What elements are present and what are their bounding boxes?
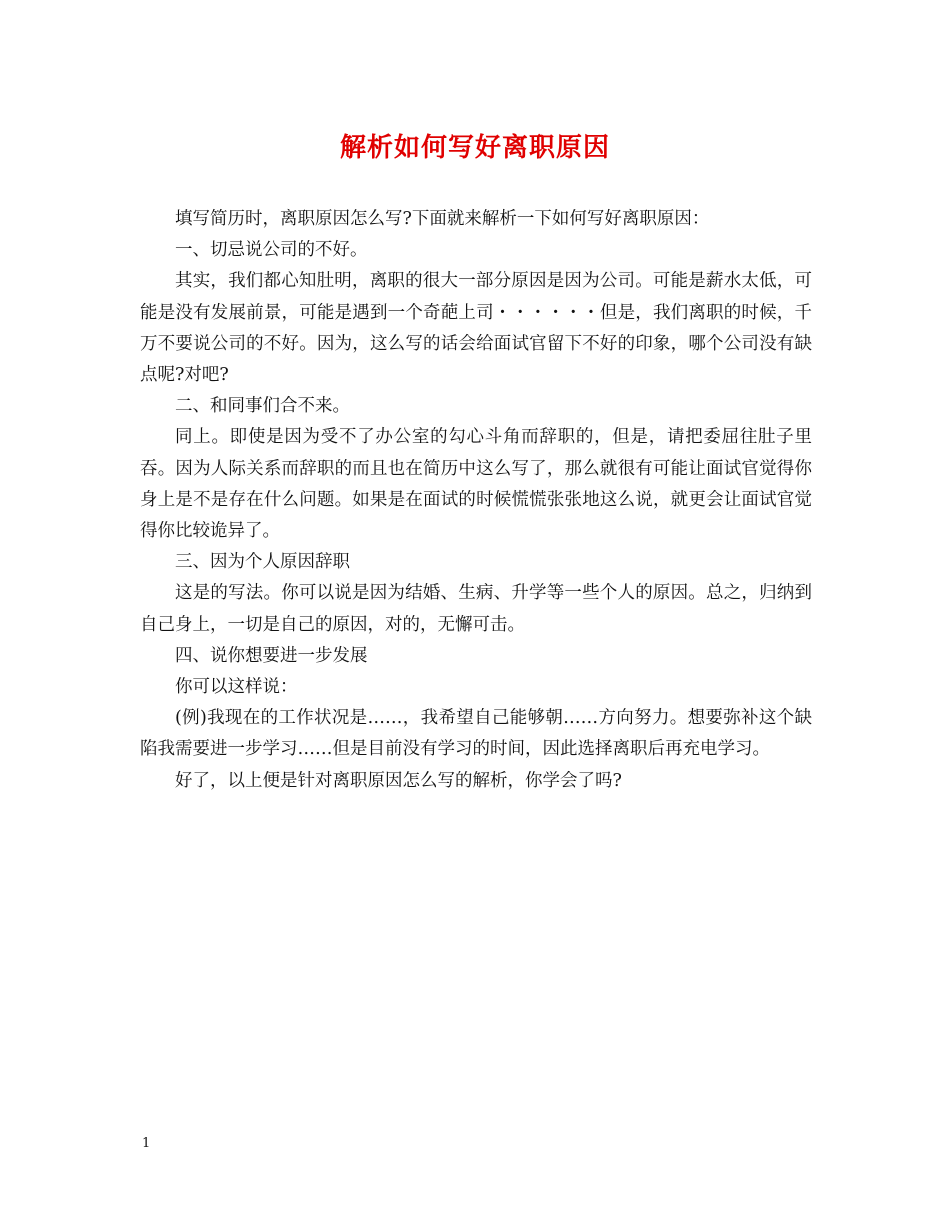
paragraph-conclusion: 好了，以上便是针对离职原因怎么写的解析，你学会了吗?: [175, 770, 622, 791]
heading-point-3: 三、因为个人原因辞职: [175, 552, 350, 573]
paragraph-point-4-lead: 你可以这样说：: [175, 677, 298, 698]
paragraph-point-1: 其实，我们都心知肚明，离职的很大一部分原因是因为公司。可能是薪水太低，可能是没有发展前景，可能是遇到一个奇葩上司・・・・・・但是，我们离职的时候，千万不要说公司的不好。因为，这么写的话会给面试官留下不好的印象，哪个公司没有缺点呢?对吧?: [140, 271, 812, 386]
document-body: [140, 204, 812, 797]
paragraph-point-2: 同上。即使是因为受不了办公室的勾心斗角而辞职的，但是，请把委屈往肚子里吞。因为人际关系而辞职的而且也在简历中这么写了，那么就很有可能让面试官觉得你身上是不是存在什么问题。如果是在面试的时候慌慌张张地这么说，就更会让面试官觉得你比较诡异了。: [140, 427, 812, 542]
document-title: 解析如何写好离职原因: [339, 133, 610, 163]
heading-point-4: 四、说你想要进一步发展: [175, 645, 368, 666]
heading-point-1: 一、切忌说公司的不好。: [175, 240, 368, 261]
paragraph-point-3: 这是的写法。你可以说是因为结婚、生病、升学等一些个人的原因。总之，归纳到自己身上，一切是自己的原因，对的，无懈可击。: [140, 583, 812, 635]
paragraph-point-4-example: (例)我现在的工作状况是……，我希望自己能够朝……方向努力。想要弥补这个缺陷我需要进一步学习……但是目前没有学习的时间，因此选择离职后再充电学习。: [140, 708, 812, 760]
paragraph-intro: 填写简历时，离职原因怎么写?下面就来解析一下如何写好离职原因：: [175, 209, 710, 229]
page-number: 1: [142, 1136, 151, 1151]
heading-point-2: 二、和同事们合不来。: [175, 396, 350, 417]
